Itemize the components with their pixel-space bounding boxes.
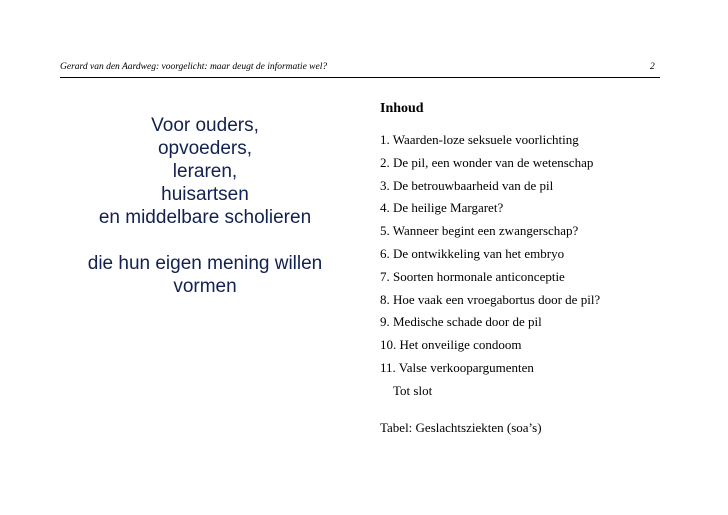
header-divider [60, 77, 660, 78]
dedication-line: huisartsen [161, 184, 249, 205]
toc-item: 5. Wanneer begint een zwangerschap? [380, 223, 579, 239]
dedication-line: opvoeders, [157, 138, 252, 159]
table-of-contents [380, 99, 680, 438]
dedication-closing-line: vormen [173, 276, 237, 297]
toc-item: 3. De betrouwbaarheid van de pil [380, 177, 554, 193]
toc-item: 4. De heilige Margaret? [380, 200, 504, 216]
toc-item: 7. Soorten hormonale anticonceptie [380, 268, 565, 284]
toc-item: 1. Waarden-loze seksuele voorlichting [380, 132, 579, 147]
dedication-line: Voor ouders, [151, 115, 259, 136]
dedication-line: en middelbare scholieren [98, 207, 312, 228]
dedication-block [58, 114, 352, 298]
toc-list [380, 129, 680, 403]
dedication-spacer [58, 229, 352, 252]
toc-heading: Inhoud [380, 101, 424, 116]
toc-item: 2. De pil, een wonder van de wetenschap [380, 154, 594, 170]
toc-item: 11. Valse verkoopargumenten [380, 359, 534, 375]
running-header-title: Gerard van den Aardweg: voorgelicht: maar deugt de informatie wel? [60, 62, 328, 72]
dedication-line: leraren, [172, 161, 238, 182]
toc-item: 9. Medische schade door de pil [380, 314, 542, 330]
toc-closing-label: Tot slot [393, 382, 433, 398]
toc-item: 6. De ontwikkeling van het embryo [380, 245, 565, 261]
toc-item: 10. Het onveilige condoom [380, 337, 522, 353]
dedication-closing-line: die hun eigen mening willen [87, 253, 323, 274]
page-number: 2 [650, 62, 655, 72]
toc-item-closing [380, 380, 680, 403]
toc-item: 8. Hoe vaak een vroegabortus door de pil? [380, 291, 601, 307]
toc-table-entry: Tabel: Geslachtsziekten (soa’s) [380, 419, 542, 435]
